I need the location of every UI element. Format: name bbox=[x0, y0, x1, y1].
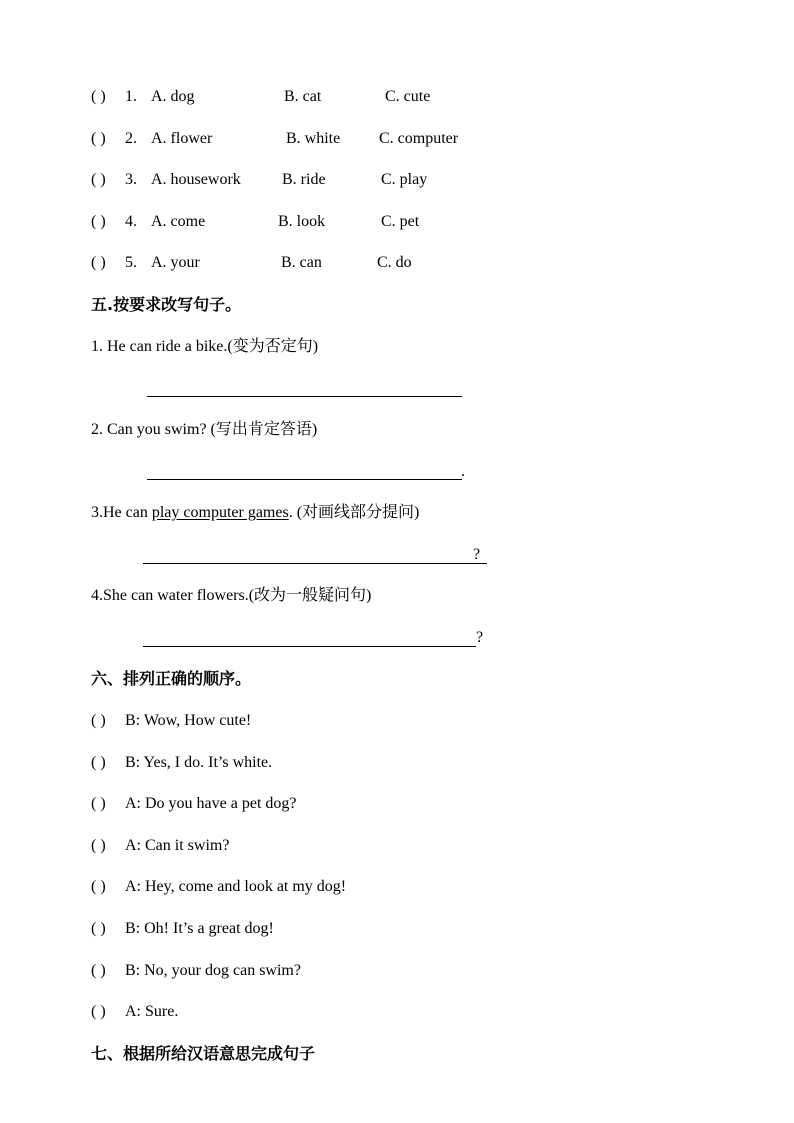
answer-end-question-mark: ? bbox=[476, 629, 484, 646]
order-paren[interactable]: ( ) bbox=[91, 878, 106, 895]
rewrite-question-4: 4.She can water flowers.(改为一般疑问句) bbox=[91, 587, 372, 604]
order-paren[interactable]: ( ) bbox=[91, 1003, 106, 1020]
choice-item bbox=[91, 253, 412, 273]
dialogue-text: A: Do you have a pet dog? bbox=[125, 795, 297, 812]
option-b: B. cat bbox=[284, 88, 322, 105]
answer-line-1[interactable] bbox=[147, 396, 462, 397]
question-3-suffix: . (对画线部分提问) bbox=[288, 504, 420, 521]
dialogue-text: A: Can it swim? bbox=[125, 837, 230, 854]
option-b: B. ride bbox=[282, 171, 326, 188]
dialogue-line bbox=[91, 919, 274, 939]
order-paren[interactable]: ( ) bbox=[91, 795, 106, 812]
option-b: B. look bbox=[278, 213, 326, 230]
option-b: B. can bbox=[281, 254, 322, 271]
order-paren[interactable]: ( ) bbox=[91, 754, 106, 771]
order-paren[interactable]: ( ) bbox=[91, 920, 106, 937]
option-c: C. pet bbox=[381, 213, 420, 230]
answer-paren[interactable]: ( ) bbox=[91, 130, 106, 147]
option-c: C. computer bbox=[379, 130, 459, 147]
answer-paren[interactable]: ( ) bbox=[91, 88, 106, 105]
order-paren[interactable]: ( ) bbox=[91, 712, 106, 729]
choice-item bbox=[91, 212, 420, 232]
dialogue-text: B: Yes, I do. It’s white. bbox=[125, 754, 273, 771]
choice-item bbox=[91, 129, 459, 149]
answer-paren[interactable]: ( ) bbox=[91, 213, 106, 230]
answer-end-period: . bbox=[461, 463, 465, 480]
dialogue-line bbox=[91, 836, 229, 856]
rewrite-question-2: 2. Can you swim? (写出肯定答语) bbox=[91, 421, 318, 438]
option-a: A. your bbox=[151, 254, 200, 271]
dialogue-line bbox=[91, 711, 251, 731]
dialogue-line bbox=[91, 794, 297, 814]
dialogue-text: B: No, your dog can swim? bbox=[125, 962, 301, 979]
option-a: A. dog bbox=[151, 88, 195, 105]
dialogue-text: A: Hey, come and look at my dog! bbox=[125, 878, 347, 895]
order-paren[interactable]: ( ) bbox=[91, 962, 106, 979]
item-number: 1. bbox=[125, 88, 137, 105]
item-number: 4. bbox=[125, 213, 137, 230]
dialogue-text: B: Wow, How cute! bbox=[125, 712, 252, 729]
dialogue-line bbox=[91, 961, 301, 981]
answer-paren[interactable]: ( ) bbox=[91, 254, 106, 271]
dialogue-line bbox=[91, 753, 272, 773]
option-c: C. cute bbox=[385, 88, 431, 105]
answer-line-2[interactable] bbox=[147, 479, 462, 480]
dialogue-line bbox=[91, 877, 346, 897]
underlined-phrase: play computer games bbox=[151, 504, 289, 521]
item-number: 3. bbox=[125, 171, 137, 188]
dialogue-line bbox=[91, 1002, 178, 1022]
item-number: 2. bbox=[125, 130, 137, 147]
option-a: A. come bbox=[151, 213, 206, 230]
dialogue-text: B: Oh! It’s a great dog! bbox=[125, 920, 274, 937]
option-a: A. housework bbox=[151, 171, 241, 188]
section-6-heading: 六、排列正确的顺序。 bbox=[91, 669, 252, 688]
answer-line-3[interactable] bbox=[143, 563, 487, 564]
option-a: A. flower bbox=[151, 130, 213, 147]
rewrite-question-1: 1. He can ride a bike.(变为否定句) bbox=[91, 338, 319, 355]
choice-item bbox=[91, 87, 431, 107]
question-3-prefix: 3.He can bbox=[91, 504, 152, 521]
option-c: C. play bbox=[381, 171, 428, 188]
order-paren[interactable]: ( ) bbox=[91, 837, 106, 854]
option-c: C. do bbox=[377, 254, 412, 271]
answer-end-question-mark: ? bbox=[473, 546, 481, 563]
item-number: 5. bbox=[125, 254, 137, 271]
answer-paren[interactable]: ( ) bbox=[91, 171, 106, 188]
section-7-heading: 七、根据所给汉语意思完成句子 bbox=[91, 1044, 316, 1063]
answer-line-4[interactable] bbox=[143, 646, 476, 647]
option-b: B. white bbox=[286, 130, 341, 147]
choice-item bbox=[91, 170, 428, 190]
dialogue-text: A: Sure. bbox=[125, 1003, 179, 1020]
section-5-heading: 五.按要求改写句子。 bbox=[91, 295, 242, 314]
rewrite-question-3 bbox=[91, 503, 419, 523]
